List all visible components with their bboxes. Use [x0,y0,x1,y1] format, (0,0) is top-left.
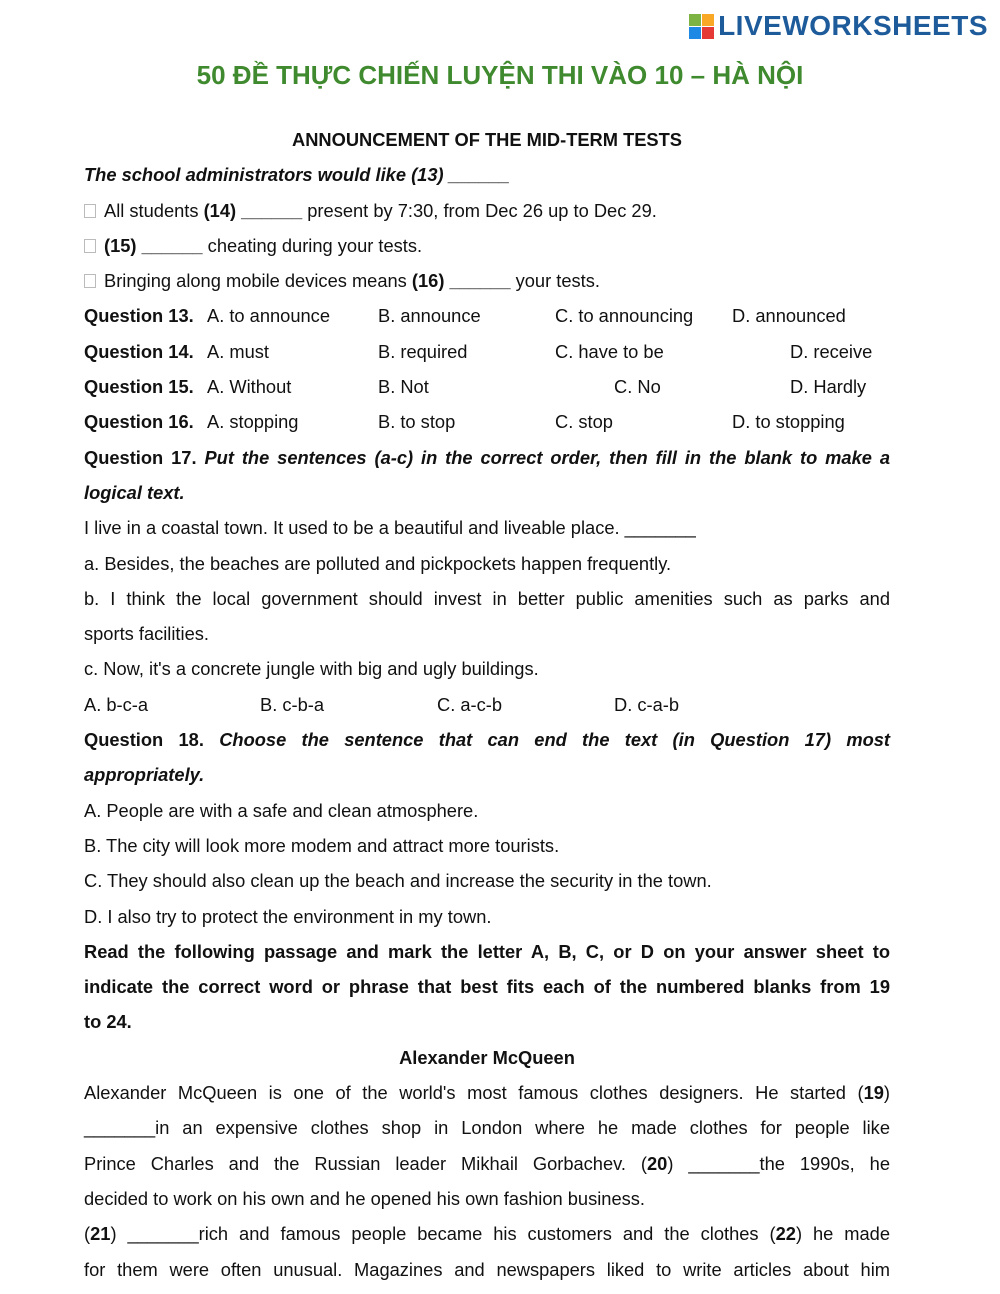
option-b[interactable]: B. c-b-a [260,693,325,715]
question-17-prompt [84,440,890,475]
option-d[interactable]: D. c-a-b [614,693,680,715]
instructions: indicate the correct word or phrase that best fits each of the numbered blanks from 19 [84,976,890,998]
question-18-prompt [84,722,890,757]
blank-number: 19 [863,1082,884,1104]
option-a[interactable]: A. to announce [207,305,330,327]
option-d[interactable]: D. to stopping [732,411,845,433]
passage-line: decided to work on his own and he opened his own fashion business. [84,1187,645,1209]
option-d[interactable]: D. I also try to protect the environment in my town. [84,905,492,927]
announcement-heading [84,122,890,157]
blank-number: 22 [775,1223,796,1245]
passage-line [84,1075,890,1110]
question-15 [84,369,890,404]
text: ) _______the 1990s, he [667,1152,890,1174]
option-a[interactable]: A. Without [207,376,292,398]
passage-line: _______in an expensive clothes shop in London where he made clothes for people like [84,1117,890,1139]
text: Alexander McQueen is one of the world's most famous clothes designers. He started ( [84,1082,864,1104]
bullet-icon [84,239,96,253]
bullet-icon [84,204,96,218]
passage-line: for them were often unusual. Magazines and newspapers liked to write articles about him [84,1258,890,1280]
text: All students [104,199,204,221]
option-c[interactable]: C. have to be [555,340,664,362]
text: ) he made [795,1223,891,1245]
sentence-a: a. Besides, the beaches are polluted and pickpockets happen frequently. [84,552,672,574]
question-label: Question 17. [84,446,197,468]
blank-number: 21 [90,1223,111,1245]
question-label: Question 16. [84,411,194,433]
text: ( [84,1223,91,1245]
sentence-c: c. Now, it's a concrete jungle with big and ugly buildings. [84,658,539,680]
text: cheating during your tests. [202,234,423,256]
passage-text: I live in a coastal town. It used to be a beautiful and liveable place. _______ [84,517,696,539]
passage-line [84,1146,890,1181]
bullet-item [84,228,890,263]
text: your tests. [510,270,600,292]
instructions: Read the following passage and mark the letter A, B, C, or D on your answer sheet to [84,940,890,962]
prompt-text: appropriately. [84,764,205,786]
bullet-icon [84,274,96,288]
text: Bringing along mobile devices means [104,270,412,292]
option-b[interactable]: B. required [378,340,468,362]
option-b[interactable]: B. announce [378,305,481,327]
sentence-b: b. I think the local government should invest in better public amenities such as parks and [84,587,890,609]
blank: (15) ______ [104,234,203,256]
logo-cubes-icon [689,14,714,39]
question-14 [84,334,890,369]
question-13 [84,298,890,333]
option-a[interactable]: A. must [207,340,269,362]
question-label: Question 13. [84,305,194,327]
option-a[interactable]: A. People are with a safe and clean atmosphere. [84,799,479,821]
sentence-b-cont: sports facilities. [84,623,209,645]
option-c[interactable]: C. No [614,376,661,398]
logo-text: LIVEWORKSHEETS [718,10,988,41]
liveworksheets-logo [689,10,988,42]
page-title: 50 ĐỀ THỰC CHIẾN LUYỆN THI VÀO 10 – HÀ NỘI [196,60,804,90]
question-label: Question 14. [84,340,194,362]
blank: (16) ______ [411,270,511,292]
instructions: to 24. [84,1011,132,1033]
question-17-options [84,687,890,722]
question-16 [84,404,890,439]
bullet-item [84,193,890,228]
option-d[interactable]: D. Hardly [790,376,867,398]
prompt-text: Choose the sentence that can end the text (in Question 17) most [219,729,891,751]
prompt-text: Put the sentences (a-c) in the correct order, then fill in the blank to make a [204,446,890,468]
option-b[interactable]: B. to stop [378,411,456,433]
option-c[interactable]: C. a-c-b [437,693,503,715]
heading-text: ANNOUNCEMENT OF THE MID-TERM TESTS [292,129,682,150]
text: present by 7:30, from Dec 26 up to Dec 29. [302,199,657,221]
passage-title: Alexander McQueen [399,1046,575,1068]
text: ) _______rich and famous people became his customers and the clothes ( [110,1223,776,1245]
option-b[interactable]: B. Not [378,376,429,398]
option-d[interactable]: D. receive [790,340,873,362]
option-a[interactable]: A. stopping [207,411,299,433]
bullet-item [84,263,890,298]
text: Prince Charles and the Russian leader Mikhail Gorbachev. ( [84,1152,648,1174]
option-b[interactable]: B. The city will look more modem and attract more tourists. [84,834,560,856]
blank-number: 20 [647,1152,668,1174]
question-label: Question 15. [84,376,194,398]
passage-line [84,1216,890,1251]
announcement-intro: The school administrators would like (13) ______ [84,164,510,186]
option-c[interactable]: C. They should also clean up the beach and increase the security in the town. [84,870,712,892]
text: ) [883,1082,890,1104]
blank: (14) ______ [203,199,303,221]
prompt-text: logical text. [84,481,185,503]
option-a[interactable]: A. b-c-a [84,693,149,715]
question-label: Question 18. [84,729,204,751]
option-d[interactable]: D. announced [732,305,846,327]
option-c[interactable]: C. stop [555,411,613,433]
option-c[interactable]: C. to announcing [555,305,694,327]
